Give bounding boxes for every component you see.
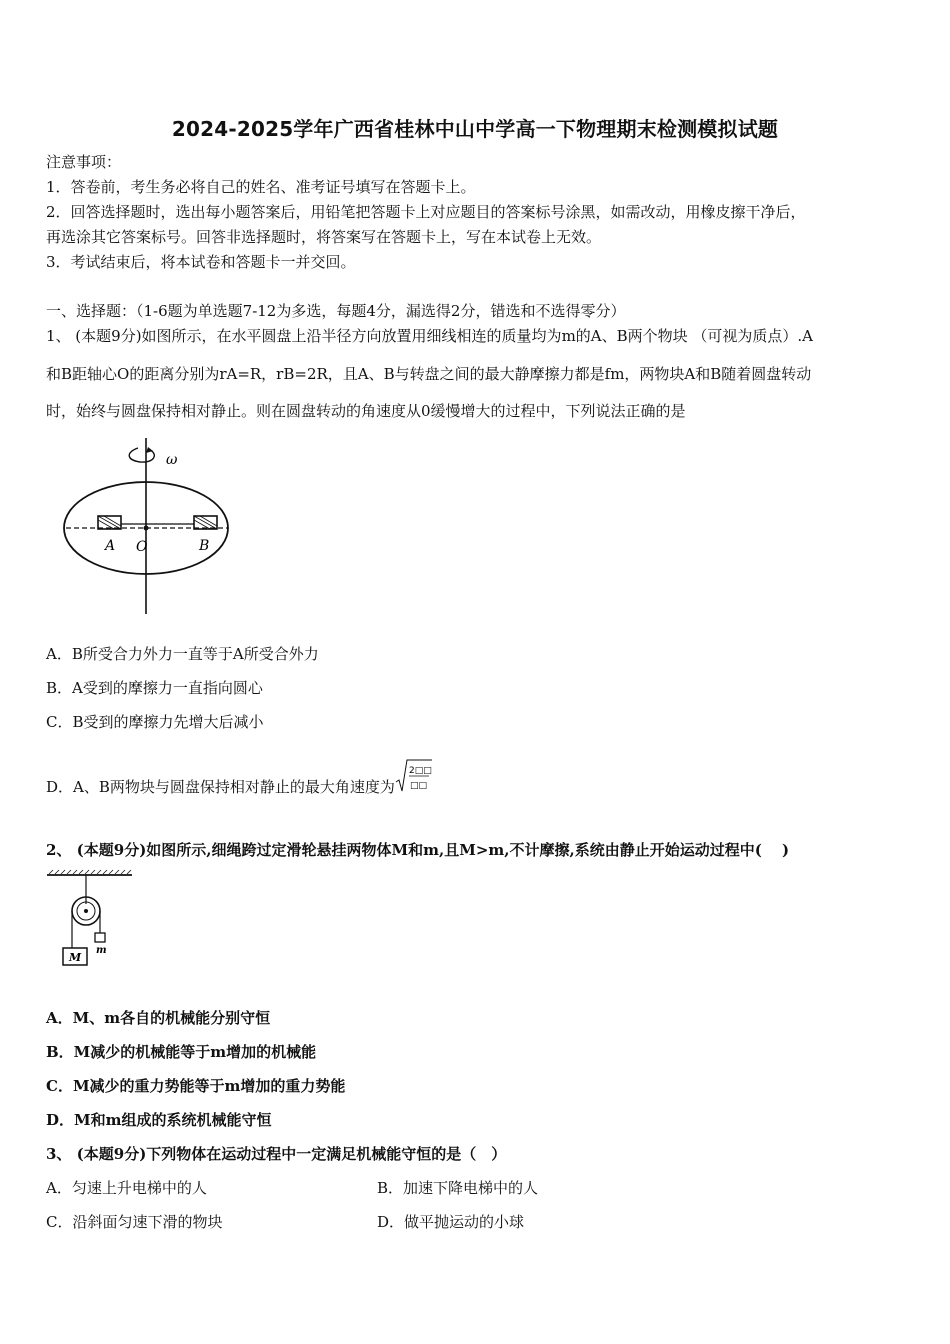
formula-denominator: □□ [409, 781, 427, 791]
mass-small [95, 933, 105, 942]
question-1-line: 1、 (本题9分)如图所示，在水平圆盘上沿半径方向放置用细线相连的质量均为m的A、B两个物块 （可视为质点）.A [46, 327, 814, 345]
question-3-stem: 3、 (本题9分)下列物体在运动过程中一定满足机械能守恒的是（ ） [46, 1145, 507, 1163]
pulley-figure [46, 869, 136, 971]
notice-item: 1．答卷前，考生务必将自己的姓名、准考证号填写在答题卡上。 [46, 178, 476, 196]
q2-option-d[interactable]: D．M和m组成的系统机械能守恒 [46, 1111, 272, 1129]
q1-option-d-text: D．A、B两物块与圆盘保持相对静止的最大角速度为 [46, 778, 395, 796]
q2-option-a[interactable]: A．M、m各自的机械能分别守恒 [46, 1009, 271, 1027]
q1-option-c[interactable]: C．B受到的摩擦力先增大后减小 [46, 713, 264, 731]
page-title: 2024-2025学年广西省桂林中山中学高一下物理期末检测模拟试题 [171, 117, 779, 141]
label-o: O [136, 539, 148, 555]
section-heading: 一、选择题：（1-6题为单选题7-12为多选，每题4分，漏选得2分，错选和不选得零分） [46, 302, 626, 320]
q3-option-a[interactable]: A．匀速上升电梯中的人 [46, 1179, 207, 1197]
notice-item: 3．考试结束后，将本试卷和答题卡一并交回。 [46, 253, 356, 271]
mass-small-label: m [96, 945, 107, 956]
q2-option-c[interactable]: C．M减少的重力势能等于m增加的重力势能 [46, 1077, 346, 1095]
rotating-disc-figure [60, 436, 235, 618]
q1-option-b[interactable]: B．A受到的摩擦力一直指向圆心 [46, 679, 263, 697]
q3-option-b[interactable]: B．加速下降电梯中的人 [377, 1179, 539, 1197]
label-a: A [105, 538, 116, 554]
notice-item: 2．回答选择题时，选出每小题答案后，用铅笔把答题卡上对应题目的答案标号涂黑，如需改动，用橡皮擦干净后， [46, 203, 806, 221]
q3-option-c[interactable]: C．沿斜面匀速下滑的物块 [46, 1213, 223, 1231]
label-b: B [199, 538, 210, 554]
q3-option-d[interactable]: D．做平抛运动的小球 [377, 1213, 525, 1231]
mass-big-label: M [69, 951, 82, 964]
q1-option-d[interactable] [46, 766, 432, 805]
question-1-line: 时，始终与圆盘保持相对静止。则在圆盘转动的角速度从0缓慢增大的过程中，下列说法正确的是 [46, 402, 686, 420]
notice-item: 再选涂其它答案标号。回答非选择题时，将答案写在答题卡上，写在本试卷上无效。 [46, 228, 602, 246]
q2-option-b[interactable]: B．M减少的机械能等于m增加的机械能 [46, 1043, 317, 1061]
question-2-stem: 2、 (本题9分)如图所示,细绳跨过定滑轮悬挂两物体M和m,且M>m,不计摩擦,系统由静止开始运动过程中( ) [46, 841, 790, 859]
sqrt-formula [395, 766, 432, 805]
formula-numerator: 2□□ [408, 766, 432, 776]
q1-option-a[interactable]: A．B所受合力外力一直等于A所受合外力 [46, 645, 319, 663]
notice-heading: 注意事项： [46, 153, 122, 171]
omega-label: ω [166, 452, 178, 468]
question-1-line: 和B距轴心O的距离分别为rA=R，rB=2R，且A、B与转盘之间的最大静摩擦力都是fm，两物块A和B随着圆盘转动 [46, 365, 812, 383]
